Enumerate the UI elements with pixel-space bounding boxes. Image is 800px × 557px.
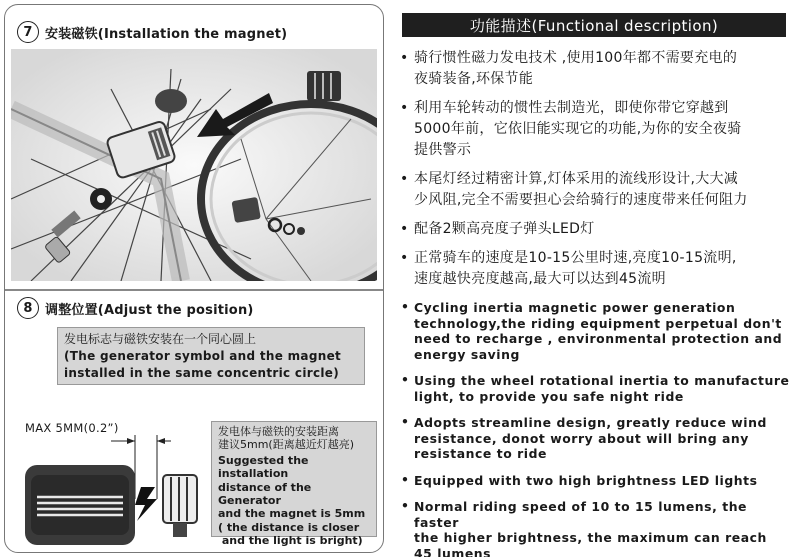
step-8-title: 调整位置(Adjust the position): [45, 302, 254, 318]
list-item: [398, 415, 796, 462]
magnet-installation-photo: [11, 49, 377, 281]
line: 速度越快亮度越高,最大可以达到45流明: [414, 271, 666, 287]
distance-note-en-4: ( the distance is closer: [218, 520, 360, 534]
distance-note-cn-1: 发电体与磁铁的安装距离: [218, 425, 339, 438]
distance-note-en-3: and the magnet is 5mm: [218, 507, 366, 521]
line: Using the wheel rotational inertia to manufacture: [414, 373, 790, 388]
distance-note-en-2: distance of the Generator: [218, 480, 312, 508]
line: 配备2颗高亮度子弹头LED灯: [414, 221, 595, 237]
line: 利用车轮转动的惯性去制造光，即使你带它穿越到: [414, 100, 729, 116]
distance-note-en-5: and the light is bright): [218, 534, 363, 548]
line: 5000年前，它依旧能实现它的功能,为你的安全夜骑: [414, 121, 742, 137]
section-divider: [5, 289, 384, 291]
line: 正常骑车的速度是10-15公里时速,亮度10-15流明,: [414, 250, 737, 266]
line: energy saving: [414, 346, 520, 362]
list-item: [398, 300, 796, 362]
step-7-number: 7: [17, 21, 39, 43]
concentric-note: [57, 327, 365, 385]
bullet: •: [400, 171, 409, 187]
bullet: •: [400, 100, 409, 116]
list-item: [398, 473, 796, 489]
concentric-note-en-2: installed in the same concentric circle): [64, 366, 340, 380]
chinese-feature-list: [398, 48, 796, 298]
list-item: [398, 499, 796, 557]
line: 少风阻,完全不需要担心会给骑行的速度带来任何阻力: [414, 192, 748, 208]
step-8-heading: [17, 297, 254, 319]
distance-note: [211, 421, 377, 548]
line: light, to provide you safe night ride: [414, 388, 684, 404]
bullet: •: [401, 299, 410, 314]
line: resistance, donot worry about will bring any: [414, 430, 749, 446]
bullet: •: [400, 221, 409, 237]
list-item: [398, 98, 796, 161]
bullet: •: [401, 414, 410, 429]
distance-diagram: [11, 435, 211, 553]
list-item: [398, 48, 796, 90]
bullet: •: [400, 50, 409, 66]
line: 本尾灯经过精密计算,灯体采用的流线形设计,大大减: [414, 171, 739, 187]
line: technology,the riding equipment perpetual don't: [414, 315, 782, 331]
step-7-heading: [17, 21, 287, 43]
step-7-title: 安装磁铁(Installation the magnet): [45, 26, 288, 42]
list-item: [398, 169, 796, 211]
english-feature-list: [398, 300, 796, 557]
line: Equipped with two high brightness LED lights: [414, 472, 758, 488]
bullet: •: [401, 372, 410, 387]
line: Adopts streamline design, greatly reduce wind: [414, 415, 767, 430]
line: Normal riding speed of 10 to 15 lumens, the faster: [414, 499, 748, 530]
list-item: [398, 248, 796, 290]
line: 45 lumens: [414, 545, 492, 557]
line: 夜骑装备,环保节能: [414, 71, 534, 87]
instruction-panel: [4, 4, 384, 553]
list-item: [398, 219, 796, 240]
functional-description-title: 功能描述(Functional description): [402, 13, 786, 37]
line: Cycling inertia magnetic power generation: [414, 300, 736, 315]
bullet: •: [400, 250, 409, 266]
line: need to recharge , environmental protection and: [414, 331, 783, 346]
line: resistance to ride: [414, 446, 547, 461]
line: 提供警示: [414, 142, 472, 158]
bullet: •: [401, 471, 410, 487]
line: 骑行惯性磁力发电技术 ,使用100年都不需要充电的: [414, 50, 738, 66]
distance-note-en-1: Suggested the installation: [218, 453, 309, 481]
line: the higher brightness, the maximum can reach: [414, 530, 767, 545]
step-8-number: 8: [17, 297, 39, 319]
concentric-note-cn: 发电标志与磁铁安装在一个同心圆上: [64, 332, 257, 346]
concentric-note-en-1: (The generator symbol and the magnet: [64, 349, 342, 363]
distance-note-cn-2: 建议5mm(距离越近灯越亮): [218, 438, 355, 452]
max-distance-label: MAX 5MM(0.2”): [25, 421, 119, 435]
list-item: [398, 373, 796, 404]
bullet: •: [401, 498, 410, 513]
